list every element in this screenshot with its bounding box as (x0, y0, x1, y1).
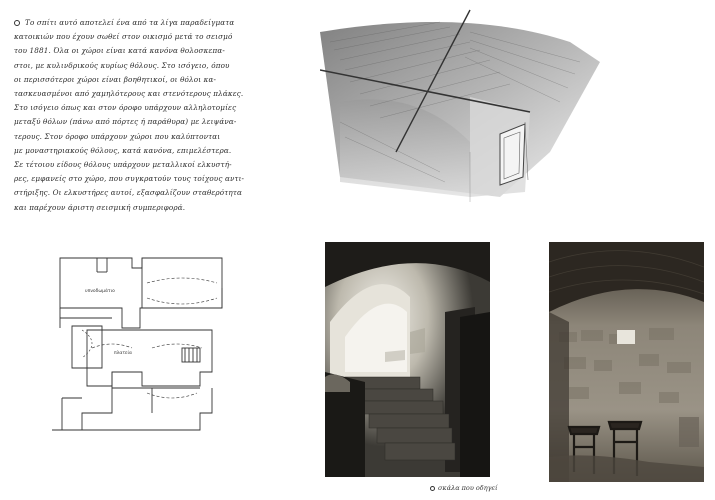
text-line (14, 130, 314, 144)
text-line-content: στοι, με κυλινδρικούς κυρίως θόλους. Στο ισόγειο, όπου (14, 60, 230, 70)
floor-plan (52, 248, 252, 438)
text-line (14, 30, 314, 44)
text-line (14, 44, 314, 58)
plan-label-upper: υπνοδωμάτιο (85, 289, 115, 294)
text-line-content: τασκευασμένοι από χαμηλότερους και στενότερους πλάκες. (14, 89, 244, 99)
text-line-content: ρες, εμφανείς στο χώρο, που συγκρατούν τους τοίχους αντι- (14, 174, 245, 184)
bullet-icon (14, 20, 20, 26)
text-line (14, 201, 314, 215)
text-line (14, 186, 314, 200)
text-line-content: οι περισσότεροι χώροι είναι βοηθητικοί, οι θόλοι κα- (14, 74, 217, 84)
plan-label-lower: πλατεία (114, 351, 132, 356)
text-line (14, 115, 314, 129)
text-lines (14, 16, 314, 215)
text-line (14, 73, 314, 87)
vault-sketch (320, 2, 620, 212)
stair-photo (325, 242, 490, 477)
text-line-content: Σε τέτοιου είδους θόλους υπάρχουν μεταλλικοί ελκυστή- (14, 160, 232, 170)
text-line-content: με μοναστηριακούς θόλους, κατά κανόνα, επιμελέστερα. (14, 145, 232, 155)
text-line-content: τερους. Στον όροφο υπάρχουν χώροι που καλύπτονται (14, 131, 221, 141)
text-line-content: στήριξης. Οι ελκυστήρες αυτοί, εξασφαλίζουν σταθερότητα (14, 188, 242, 198)
text-line (14, 16, 314, 30)
text-line-content: Το σπίτι αυτό αποτελεί ένα από τα λίγα παραδείγματα (25, 18, 235, 27)
text-line (14, 101, 314, 115)
text-line-content: και παρέχουν άριστη σεισμική συμπεριφορά. (14, 202, 186, 212)
caption-text: σκάλα που οδηγεί (438, 484, 498, 492)
text-line (14, 158, 314, 172)
text-line-content: κατοικιών που έχουν σωθεί στον οικισμό μετά το σεισμό (14, 32, 233, 42)
text-line (14, 87, 314, 101)
photo-caption (430, 484, 498, 492)
text-line (14, 144, 314, 158)
text-line (14, 172, 314, 186)
text-line-content: μεταξύ θόλων (πάνω από πόρτες ή παράθυρα) με λειψάνα- (14, 117, 237, 127)
text-line-content: του 1881. Όλα οι χώροι είναι κατά κανόνα θολοσκεπα- (14, 46, 225, 56)
vaulted-room-photo (549, 242, 704, 482)
text-line (14, 59, 314, 73)
handwritten-text-block (14, 16, 314, 215)
bullet-icon (430, 486, 435, 491)
text-line-content: Στο ισόγειο όπως και στον όροφο υπάρχουν αλληλοτομίες (14, 103, 237, 113)
